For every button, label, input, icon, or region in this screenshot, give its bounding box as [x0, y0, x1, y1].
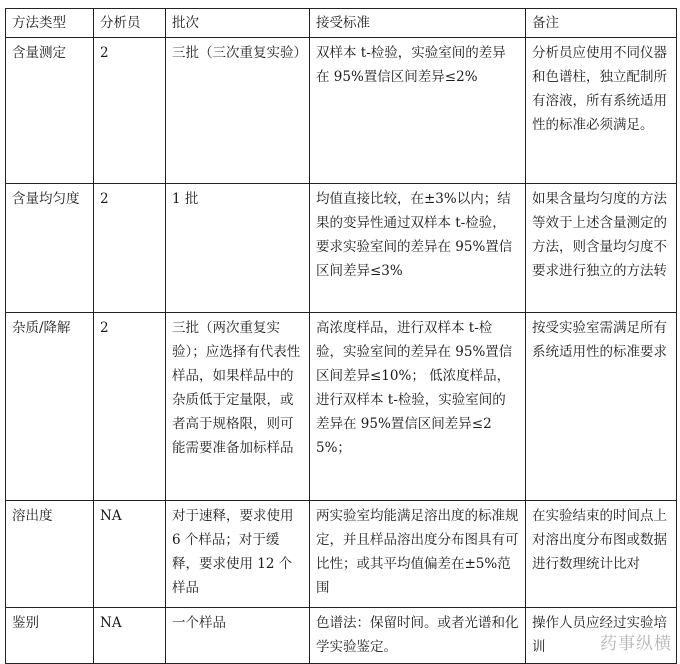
cell-criteria: 双样本 t-检验，实验室间的差异在 95%置信区间差异≤2%	[310, 38, 526, 184]
cell-criteria: 两实验室均能满足溶出度的标准规定，并且样品溶出度分布图具有可比性；或其平均值偏差在±5%范围	[310, 501, 526, 608]
method-transfer-table	[5, 8, 677, 664]
cell-batches: 三批（三次重复实验）	[166, 38, 310, 184]
cell-method: 含量均匀度	[6, 184, 94, 313]
cell-notes: 在实验结束的时间点上对溶出度分布图或数据进行数理统计比对	[526, 501, 677, 608]
cell-notes: 按受实验室需满足所有系统适用性的标准要求	[526, 313, 677, 501]
cell-criteria: 色谱法：保留时间。或者光谱和化学实验鉴定。	[310, 608, 526, 664]
table-row	[6, 608, 677, 664]
cell-method: 杂质/降解	[6, 313, 94, 501]
header-method-type: 方法类型	[6, 9, 94, 38]
cell-method: 鉴别	[6, 608, 94, 664]
cell-batches: 1 批	[166, 184, 310, 313]
header-notes: 备注	[526, 9, 677, 38]
table-row	[6, 38, 677, 184]
header-acceptance-criteria: 接受标准	[310, 9, 526, 38]
header-batches: 批次	[166, 9, 310, 38]
watermark-logo: 药事纵横	[600, 634, 672, 654]
cell-notes: 操作人员应经过实验培训	[526, 608, 677, 664]
cell-analysts: 2	[94, 313, 166, 501]
header-row	[6, 9, 677, 38]
table-row	[6, 184, 677, 313]
cell-notes: 分析员应使用不同仪器和色谱柱，独立配制所有溶液，所有系统适用性的标准必须满足。	[526, 38, 677, 184]
cell-analysts: NA	[94, 501, 166, 608]
cell-batches: 三批（两次重复实验）；应选择有代表性样品，如果样品中的杂质低于定量限，或者高于规格限，则可能需要准备加标样品	[166, 313, 310, 501]
table-row	[6, 501, 677, 608]
header-analysts: 分析员	[94, 9, 166, 38]
cell-method: 溶出度	[6, 501, 94, 608]
cell-criteria: 均值直接比较，在±3%以内；结果的变异性通过双样本 t-检验，要求实验室间的差异在 95%置信区间差异≤3%	[310, 184, 526, 313]
cell-notes: 如果含量均匀度的方法等效于上述含量测定的方法，则含量均匀度不要求进行独立的方法转	[526, 184, 677, 313]
table-row	[6, 313, 677, 501]
cell-analysts: 2	[94, 184, 166, 313]
cell-criteria: 高浓度样品，进行双样本 t-检验，实验室间的差异在 95%置信区间差异≤10%； 低浓度样品，进行双样本 t-检验，实验室间的差异在 95%置信区间差异≤25%；	[310, 313, 526, 501]
cell-analysts: 2	[94, 38, 166, 184]
cell-analysts: NA	[94, 608, 166, 664]
cell-method: 含量测定	[6, 38, 94, 184]
cell-batches: 一个样品	[166, 608, 310, 664]
cell-batches: 对于速释，要求使用 6 个样品；对于缓释，要求使用 12 个样品	[166, 501, 310, 608]
